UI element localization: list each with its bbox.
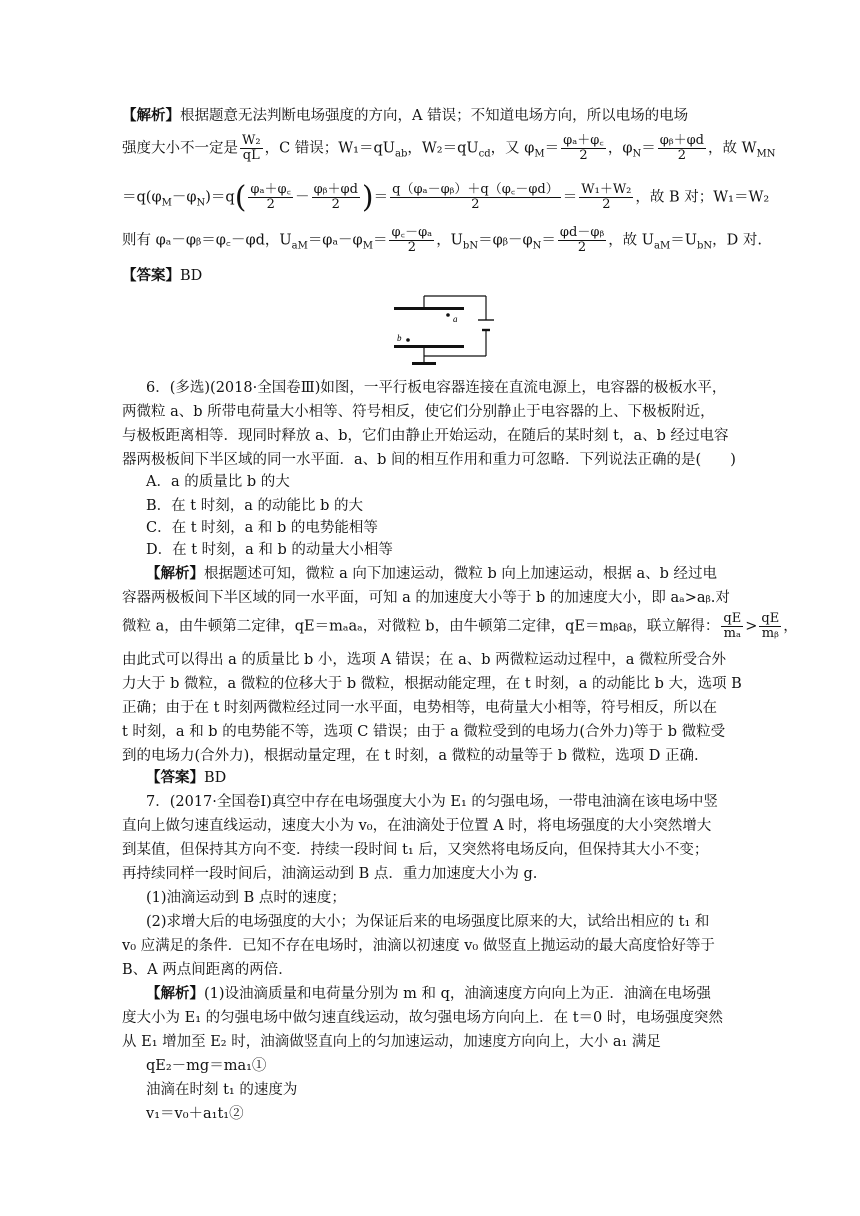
answer-tag: 【答案】 [122,267,180,284]
q6-analysis-line3: 微粒 a，由牛顿第二定律，qE＝mₐaₐ，对微粒 b，由牛顿第二定律，qE＝mᵦaᵦ，联立解得： $\frac{qE}{\text{mₐ}}$ > $\frac{qE}{\text{mᵦ}}$ ， [122,611,798,641]
analysis-tag: 【解析】 [122,107,180,124]
ground-symbol [412,362,436,365]
q6-option-c: C．在 t 时刻，a 和 b 的电势能相等 [146,520,378,536]
q6-analysis-line6: 正确；由于在 t 时刻两微粒经过同一水平面，电势相等，电荷量大小相等，符号相反，所以在 [122,700,718,716]
q7-analysis-line2: 度大小为 E₁ 的匀强电场中做匀速直线运动，故匀强电场方向向上．在 t＝0 时，电场强度突然 [122,1010,723,1026]
fraction: $\frac{\text{φᵦ＋φd}}{2}$ [659,133,705,163]
q5-analysis-line1: 【解析】根据题意无法判断电场强度的方向，A 错误；不知道电场方向，所以电场的电场 [122,107,689,124]
q7-subquestion-2a: (2)求增大后的电场强度的大小；为保证后来的电场强度比原来的大，试给出相应的 t₁ 和 [146,914,710,930]
label-a: a [453,314,458,324]
q6-analysis-line2: 容器两极板间下半区域的同一水平面，可知 a 的加速度大小等于 b 的加速度大小，即 aₐ>aᵦ.对 [122,590,730,606]
q6-option-d: D．在 t 时刻，a 和 b 的动量大小相等 [146,542,393,558]
q7-analysis-line1: 【解析】(1)设油滴质量和电荷量分别为 m 和 q，油滴速度方向向上为正．油滴在电场强 [146,985,711,1002]
q7-line4: 再持续同样一段时间后，油滴运动到 B 点．重力加速度大小为 g. [122,866,538,882]
q7-analysis-line4: 油滴在时刻 t₁ 的速度为 [146,1082,298,1098]
q6-analysis-line1: 【解析】根据题述可知，微粒 a 向下加速运动，微粒 b 向上加速运动，根据 a、b 经过电 [146,565,718,582]
answer-tag: 【答案】 [146,769,204,786]
label-b: b [397,333,402,343]
particle-b [406,338,410,342]
q7-line2: 直向上做匀速直线运动，速度大小为 v₀，在油滴处于位置 A 时，将电场强度的大小突然增大 [122,818,712,834]
q6-line4: 器两极板间下半区域的同一水平面．a、b 间的相互作用和重力可忽略．下列说法正确的是( ) [122,452,736,468]
particle-a [446,313,450,317]
q5-analysis-line3: $=q(\varphi_M-\varphi_N)=q$( $\frac{\text{φₐ＋φ꜀}}{2}$ － $\frac{\text{φᵦ＋φd}}{2}$ )＝ $\frac{\text{q（φₐ－φᵦ）＋q（φ꜀－φd）}}{2}$ ＝ $\frac{\text{W₁＋W₂}}{2}$ ，故 B 对；W₁＝W₂ [122,180,770,215]
q6-analysis-line4: 由此式可以得出 a 的质量比 b 小，选项 A 错误；在 a、b 两微粒运动过程中，a 微粒所受合外 [122,652,726,668]
q7-equation-1: qE₂－mg＝ma₁① [146,1058,267,1074]
q5-answer: 【答案】BD [122,267,203,284]
lower-plate [394,345,464,348]
q6-analysis-line5: 力大于 b 微粒，a 微粒的位移大于 b 微粒，根据动能定理，在 t 时刻，a 的动能比 b 大，选项 B [122,676,742,692]
q5-analysis-line2: 强度大小不一定是 $\frac{\text{W₂}}{qL}$ ，C 错误；$W_1=qU_{ab}$，$W_2=qU_{cd}$，又 $\varphi_M=$ $\frac{\text{φₐ＋φ꜀}}{2}$ ，$\varphi_N=$ $\frac{\text{φᵦ＋φd}}{2}$ ，故 $W_{MN}$ [122,133,776,163]
q6-option-b: B．在 t 时刻，a 的动能比 b 的大 [146,498,363,514]
q5-analysis-line4: 则有 φₐ－φᵦ＝φ꜀－φd，$U_{aM}=\varphi_a-\varphi_M=$ $\frac{\text{φ꜀－φₐ}}{2}$ ，$U_{bN}=\varphi ᵦ-\varphi_N=$ $\frac{\text{φd－φᵦ}}{2}$ ，故 $U_{aM}=U_{bN}$，D 对. [122,225,762,255]
q6-answer: 【答案】BD [146,769,227,786]
analysis-tag: 【解析】 [146,985,204,1002]
upper-plate [394,307,464,310]
capacitor-circuit-figure [390,286,500,368]
q6-option-a: A．a 的质量比 b 的大 [146,474,290,490]
q7-subquestion-1: (1)油滴运动到 B 点时的速度； [146,890,346,906]
q6-line1: 6．(多选)(2018·全国卷Ⅲ)如图，一平行板电容器连接在直流电源上，电容器的极板水平， [146,380,727,396]
q6-analysis-line8: 到的电场力(合外力)，根据动量定理，在 t 时刻，a 微粒的动量等于 b 微粒，选项 D 正确. [122,748,699,764]
q6-line2: 两微粒 a、b 所带电荷量大小相等、符号相反，使它们分别静止于电容器的上、下极板附近， [122,404,715,420]
q7-subquestion-2b: v₀ 应满足的条件．已知不存在电场时，油滴以初速度 v₀ 做竖直上抛运动的最大高度恰好等于 [122,938,715,954]
q7-analysis-line3: 从 E₁ 增加至 E₂ 时，油滴做竖直向上的匀加速运动，加速度方向向上，大小 a₁ 满足 [122,1034,661,1050]
q6-line3: 与极板距离相等．现同时释放 a、b，它们由静止开始运动，在随后的某时刻 t，a、b 经过电容 [122,428,729,444]
q7-line3: 到某值，但保持其方向不变．持续一段时间 t₁ 后，又突然将电场反向，但保持其大小不变； [122,842,709,858]
q7-line1: 7．(2017·全国卷Ⅰ)真空中存在电场强度大小为 E₁ 的匀强电场，一带电油滴在该电场中竖 [146,794,718,810]
fraction: $\frac{\text{φₐ＋φ꜀}}{2}$ [563,133,604,163]
fraction: $\frac{\text{W₂}}{qL}$ [242,133,261,163]
q7-subquestion-2c: B、A 两点间距离的两倍． [122,962,293,978]
q6-analysis-line7: t 时刻，a 和 b 的电势能不等，选项 C 错误；由于 a 微粒受到的电场力(合外力)等于 b 微粒受 [122,724,726,740]
q7-equation-2: v₁＝v₀＋a₁t₁② [146,1106,244,1122]
analysis-tag: 【解析】 [146,565,204,582]
